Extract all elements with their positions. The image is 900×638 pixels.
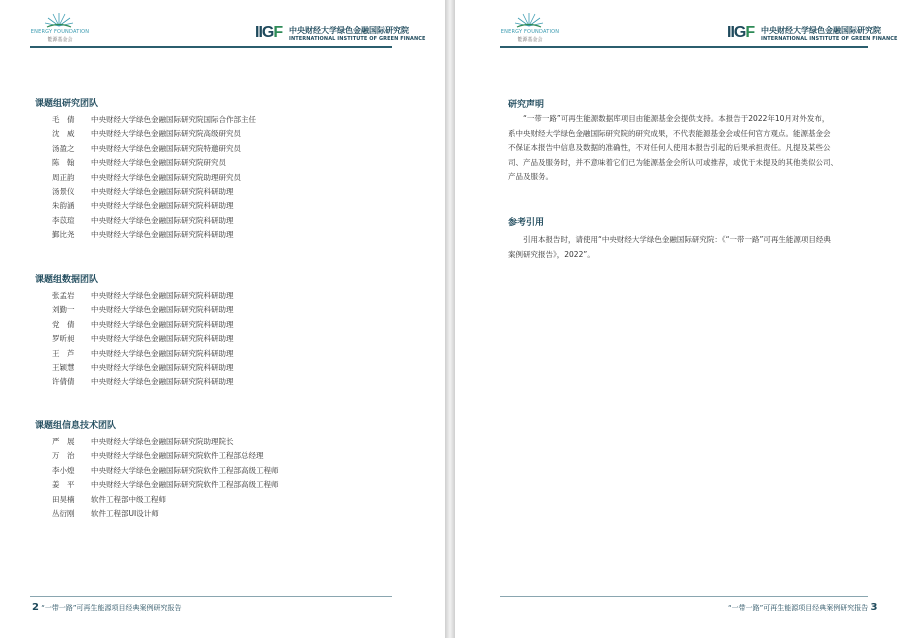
member-name: 王颖慧 <box>52 363 75 372</box>
statement-line: 司、产品及服务时，并不意味着它们已为能源基金会所认可或推荐，或优于未提及的其他类似公司、 <box>508 157 838 167</box>
member-role: 中央财经大学绿色金融国际研究院软件工程部高级工程师 <box>91 465 279 475</box>
member-name: 朱韵涵 <box>52 201 75 211</box>
statement-paragraph <box>508 112 838 185</box>
member-role: 软件工程部UI设计师 <box>91 509 159 518</box>
header-rule <box>500 46 868 48</box>
section-title: 课题组研究团队 <box>35 99 99 109</box>
iigf-cn: 中央财经大学绿色金融国际研究院 <box>761 26 881 35</box>
member-name: 王 芦 <box>52 348 75 358</box>
statement-line: 系中央财经大学绿色金融国际研究院的研究成果，不代表能源基金会或任何官方观点。能源基金会 <box>508 128 831 138</box>
statement-title: 研究声明 <box>508 100 545 110</box>
member-role: 中央财经大学绿色金融国际研究院科研助理 <box>91 187 234 196</box>
member-role: 中央财经大学绿色金融国际研究院科研助理 <box>91 291 234 300</box>
iigf-mark: IIGF <box>727 24 755 41</box>
member-role: 中央财经大学绿色金融国际研究院助理院长 <box>91 437 234 446</box>
sunburst-icon <box>44 12 74 28</box>
member-role: 中央财经大学绿色金融国际研究院科研助理 <box>91 305 234 315</box>
member-name: 沈 威 <box>52 129 75 139</box>
iigf-mark: IIGF <box>255 24 283 41</box>
member-role: 软件工程部中级工程师 <box>91 494 166 504</box>
iigf-en: INTERNATIONAL INSTITUTE OF GREEN FINANCE <box>289 36 426 42</box>
section-title: 课题组数据团队 <box>35 275 99 285</box>
statement-line: 产品及服务。 <box>508 172 553 181</box>
member-name: 姜 平 <box>52 480 75 490</box>
statement-line: “一带一路”可再生能源数据库项目由能源基金会提供支持。本报告于2022年10月对外发布， <box>523 114 830 123</box>
member-role: 中央财经大学绿色金融国际研究院软件工程部高级工程师 <box>91 480 279 490</box>
footer-rule <box>30 596 392 597</box>
member-role: 中央财经大学绿色金融国际研究院科研助理 <box>91 201 234 211</box>
member-role: 中央财经大学绿色金融国际研究院科研助理 <box>91 363 234 372</box>
member-role: 中央财经大学绿色金融国际研究院科研助理 <box>91 377 234 387</box>
left-footer <box>32 602 181 613</box>
member-role: 中央财经大学绿色金融国际研究院科研助理 <box>91 230 234 240</box>
member-name: 党 倩 <box>52 319 75 329</box>
member-name: 丛衍刚 <box>52 509 75 518</box>
page-gutter <box>445 0 455 638</box>
energy-foundation-logo <box>500 12 560 42</box>
member-name: 张孟岩 <box>52 291 75 300</box>
member-name: 汤景仪 <box>52 187 75 196</box>
member-role: 中央财经大学绿色金融国际研究院国际合作部主任 <box>91 115 256 124</box>
member-name: 罗昕昶 <box>52 334 75 344</box>
right-page <box>455 0 900 638</box>
footer-report-title: “一带一路”可再生能源项目经典案例研究报告 <box>41 604 182 612</box>
member-name: 田昊楠 <box>52 494 75 504</box>
member-role: 中央财经大学绿色金融国际研究院助理研究员 <box>91 172 241 182</box>
energy-foundation-cn: 能源基金会 <box>47 37 73 43</box>
member-name: 李苡瑄 <box>52 215 75 225</box>
member-name: 周正韵 <box>52 172 75 182</box>
footer-report-title: “一带一路”可再生能源项目经典案例研究报告 <box>728 604 869 612</box>
member-role: 中央财经大学绿色金融国际研究院特邀研究员 <box>91 143 241 153</box>
member-name: 严 展 <box>52 437 75 446</box>
member-name: 陈 翰 <box>52 158 75 168</box>
energy-foundation-en: ENERGY FOUNDATION <box>30 29 90 35</box>
left-page <box>0 0 445 638</box>
member-name: 汤盈之 <box>52 143 75 153</box>
sunburst-icon <box>514 12 544 28</box>
member-role: 中央财经大学绿色金融国际研究院软件工程部总经理 <box>91 451 264 461</box>
member-role: 中央财经大学绿色金融国际研究院研究员 <box>91 158 226 168</box>
member-name: 李小煌 <box>52 465 75 475</box>
energy-foundation-en: ENERGY FOUNDATION <box>500 29 560 35</box>
energy-foundation-logo <box>30 12 90 42</box>
citation-line: 引用本报告时，请使用“中央财经大学绿色金融国际研究院：《“一带一路”可再生能源项目经典 <box>523 235 831 244</box>
statement-line: 不保证本报告中信息及数据的准确性，不对任何人使用本报告引起的后果承担责任。凡提及某些公 <box>508 143 831 152</box>
member-role: 中央财经大学绿色金融国际研究院科研助理 <box>91 215 234 225</box>
iigf-cn: 中央财经大学绿色金融国际研究院 <box>289 26 409 35</box>
section-title: 课题组信息技术团队 <box>35 421 117 431</box>
page-number: 3 <box>870 602 878 613</box>
iigf-en: INTERNATIONAL INSTITUTE OF GREEN FINANCE <box>761 36 898 42</box>
member-name: 许倩倩 <box>52 377 75 387</box>
footer-rule <box>500 596 868 597</box>
member-role: 中央财经大学绿色金融国际研究院科研助理 <box>91 319 234 329</box>
citation-title: 参考引用 <box>508 218 545 228</box>
member-name: 万 治 <box>52 451 75 461</box>
member-role: 中央财经大学绿色金融国际研究院高级研究员 <box>91 129 241 139</box>
member-name: 刘勤一 <box>52 305 75 315</box>
member-role: 中央财经大学绿色金融国际研究院科研助理 <box>91 334 234 344</box>
header-rule <box>30 46 392 48</box>
citation-line: 案例研究报告》，2022”。 <box>508 249 595 259</box>
member-name: 毛 倩 <box>52 115 75 124</box>
member-name: 鄞比尧 <box>52 230 75 240</box>
right-footer <box>728 602 877 613</box>
page-number: 2 <box>32 602 39 613</box>
member-role: 中央财经大学绿色金融国际研究院科研助理 <box>91 348 234 358</box>
citation-paragraph <box>508 233 831 262</box>
energy-foundation-cn: 能源基金会 <box>517 37 543 43</box>
